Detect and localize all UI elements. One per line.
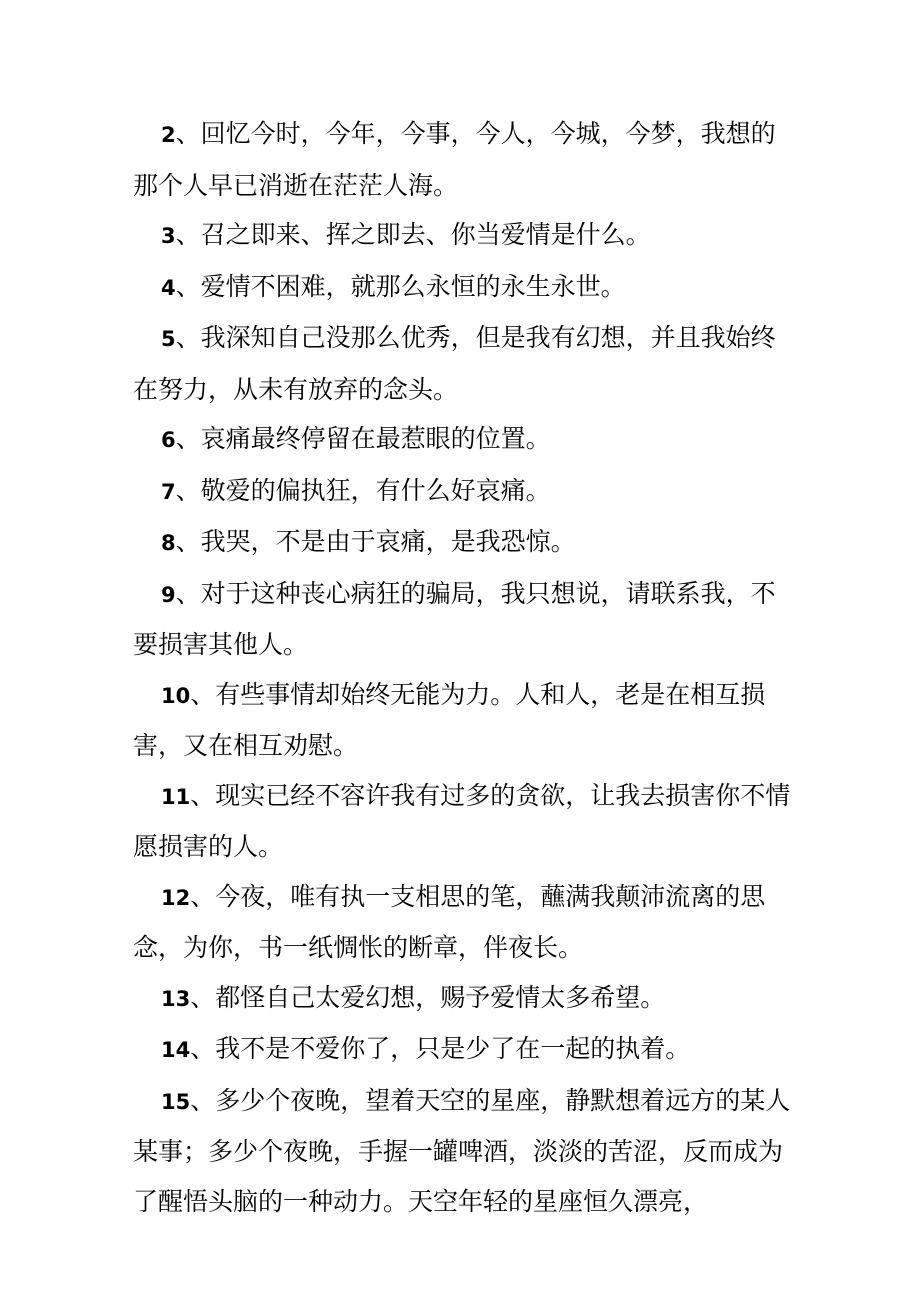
list-item <box>133 313 793 414</box>
list-item <box>133 1076 793 1227</box>
item-text: 、今夜，唯有执一支相思的笔，蘸满我颠沛流离的思念，为你，书一纸惆怅的断章，伴夜长。 <box>133 881 766 962</box>
list-item <box>133 670 793 771</box>
list-item <box>133 210 793 262</box>
item-number: 8 <box>161 531 176 555</box>
list-item <box>133 466 793 518</box>
list-item <box>133 414 793 466</box>
list-item <box>133 517 793 569</box>
item-number: 13 <box>161 986 191 1011</box>
list-item <box>133 872 793 973</box>
item-text: 、我不是不爱你了，只是少了在一起的执着。 <box>190 1034 691 1063</box>
item-number: 14 <box>161 1038 191 1062</box>
item-text: 、都怪自己太爱幻想，赐予爱情太多希望。 <box>190 982 666 1012</box>
list-item <box>133 771 793 872</box>
list-item <box>133 569 793 670</box>
item-text: 、敬爱的偏执狂，有什么好哀痛。 <box>175 475 551 505</box>
document-body <box>133 109 793 1226</box>
list-item <box>133 109 793 210</box>
item-text: 、召之即来、挥之即去、你当爱情是什么。 <box>175 220 651 249</box>
list-item <box>133 973 793 1025</box>
item-number: 3 <box>161 224 176 248</box>
item-text: 、多少个夜晚，望着天空的星座，静默想着远方的某人某事；多少个夜晚，手握一罐啤酒，淡淡的苦涩，反而成为了醒悟头脑的一种动力。天空年轻的星座恒久漂亮， <box>133 1085 791 1216</box>
item-number: 4 <box>161 275 176 300</box>
item-text: 、我深知自己没那么优秀，但是我有幻想，并且我始终在努力，从未有放弃的念头。 <box>133 323 776 404</box>
item-number: 2 <box>161 123 176 147</box>
item-number: 10 <box>161 683 191 708</box>
item-number: 7 <box>161 479 176 504</box>
item-text: 、爱情不困难，就那么永恒的永生永世。 <box>175 271 626 301</box>
item-text: 、我哭，不是由于哀痛，是我恐惊。 <box>175 527 576 556</box>
item-text: 、对于这种丧心病狂的骗局，我只想说，请联系我，不要损害其他人。 <box>133 578 776 659</box>
item-text: 、有些事情却始终无能为力。人和人，老是在相互损害，又在相互劝慰。 <box>133 679 766 760</box>
list-item <box>133 1024 793 1076</box>
item-number: 6 <box>161 428 176 452</box>
item-number: 11 <box>161 784 191 809</box>
item-number: 12 <box>161 885 191 910</box>
item-text: 、回忆今时，今年，今事，今人，今城，今梦，我想的那个人早已消逝在茫茫人海。 <box>133 119 776 200</box>
item-text: 、现实已经不容许我有过多的贪欲，让我去损害你不情愿损害的人。 <box>133 780 791 861</box>
item-number: 5 <box>161 327 176 351</box>
list-item <box>133 262 793 314</box>
item-number: 9 <box>161 582 176 607</box>
item-number: 15 <box>161 1089 191 1114</box>
item-text: 、哀痛最终停留在最惹眼的位置。 <box>175 424 551 453</box>
